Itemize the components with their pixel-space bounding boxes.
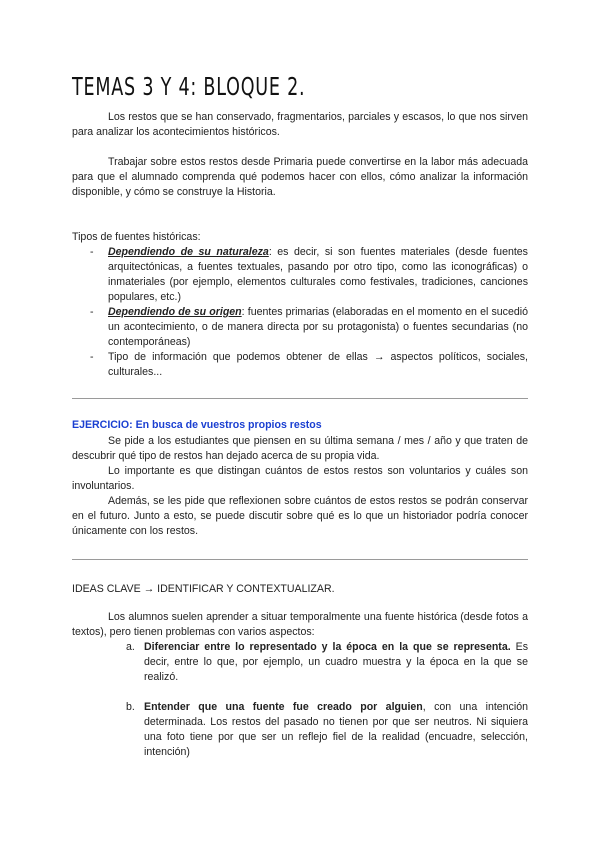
ideas-paragraph: Los alumnos suelen aprender a situar temporalmente una fuente histórica (desde fotos a textos), pero tienen problemas con varios aspectos:: [72, 611, 528, 638]
list-item-emphasis: Dependiendo de su origen: [108, 306, 242, 318]
list-dash: -: [90, 246, 94, 258]
list-item-text: Es decir, entre lo que, por ejemplo, un cuadro muestra y la época en la que se realizó.: [144, 641, 528, 683]
ideas-list: [126, 640, 528, 760]
intro-paragraph-1: Los restos que se han conservado, fragmentarios, parciales y escasos, lo que nos sirven para analizar los acontecimientos históricos.: [72, 111, 528, 138]
divider: [72, 398, 528, 399]
list-item: [126, 700, 528, 760]
list-item-text: Tipo de información que podemos obtener de ellas → aspectos políticos, sociales, culturales...: [108, 351, 528, 378]
list-item: [126, 640, 528, 685]
intro-paragraph-2: Trabajar sobre estos restos desde Primaria puede convertirse en la labor más adecuada para que el alumnado comprenda qué podemos hacer con ellos, cómo analizar la información disponible, y cómo se construye la Historia.: [72, 156, 528, 198]
list-item-bold: Diferenciar entre lo representado y la época en la que se representa.: [144, 641, 511, 653]
tipos-heading: Tipos de fuentes históricas:: [72, 231, 201, 243]
page-title: TEMAS 3 Y 4: BLOQUE 2.: [72, 72, 306, 101]
exercise-paragraph-1: Se pide a los estudiantes que piensen en su última semana / mes / año y que traten de descubrir qué tipo de restos han dejado acerca de su propia vida.: [72, 435, 528, 462]
list-item-emphasis: Dependiendo de su naturaleza: [108, 246, 269, 258]
divider: [72, 559, 528, 560]
tipos-list: [90, 245, 528, 380]
list-item: [90, 305, 528, 350]
list-marker: a.: [126, 641, 135, 653]
list-dash: -: [90, 351, 94, 363]
exercise-paragraph-3: Además, se les pide que reflexionen sobre cuántos de estos restos se podrán conservar en el futuro. Junto a esto, se puede discutir sobre qué es lo que un historiador podría conocer únicamente con los restos.: [72, 495, 528, 537]
list-dash: -: [90, 306, 94, 318]
list-item-text: , con una intención determinada. Los restos del pasado no tienen por que ser neutros. Ni siquiera una foto tiene por que ser un reflejo fiel de la realidad (encuadre, selección, intención): [144, 701, 528, 758]
exercise-paragraph-2: Lo importante es que distingan cuántos de estos restos son voluntarios y cuáles son involuntarios.: [72, 465, 528, 492]
list-item-text: : fuentes primarias (elaboradas en el momento en el sucedió un acontecimiento, o de manera directa por su protagonista) o fuentes secundarias (no contemporáneas): [108, 306, 528, 348]
list-item: [90, 350, 528, 380]
list-item-text: : es decir, si son fuentes materiales (desde fuentes arquitectónicas, a fuentes textuales, pasando por otro tipo, como las iconográficas) o inmateriales (por ejemplo, elementos culturales como festivales, tradiciones, canciones populares, etc.): [108, 246, 528, 303]
list-marker: b.: [126, 701, 135, 713]
list-item-bold: Entender que una fuente fue creado por alguien: [144, 701, 423, 713]
ideas-heading: IDEAS CLAVE → IDENTIFICAR Y CONTEXTUALIZAR.: [72, 583, 335, 595]
exercise-title: EJERCICIO: En busca de vuestros propios restos: [72, 419, 322, 431]
list-item: [90, 245, 528, 305]
